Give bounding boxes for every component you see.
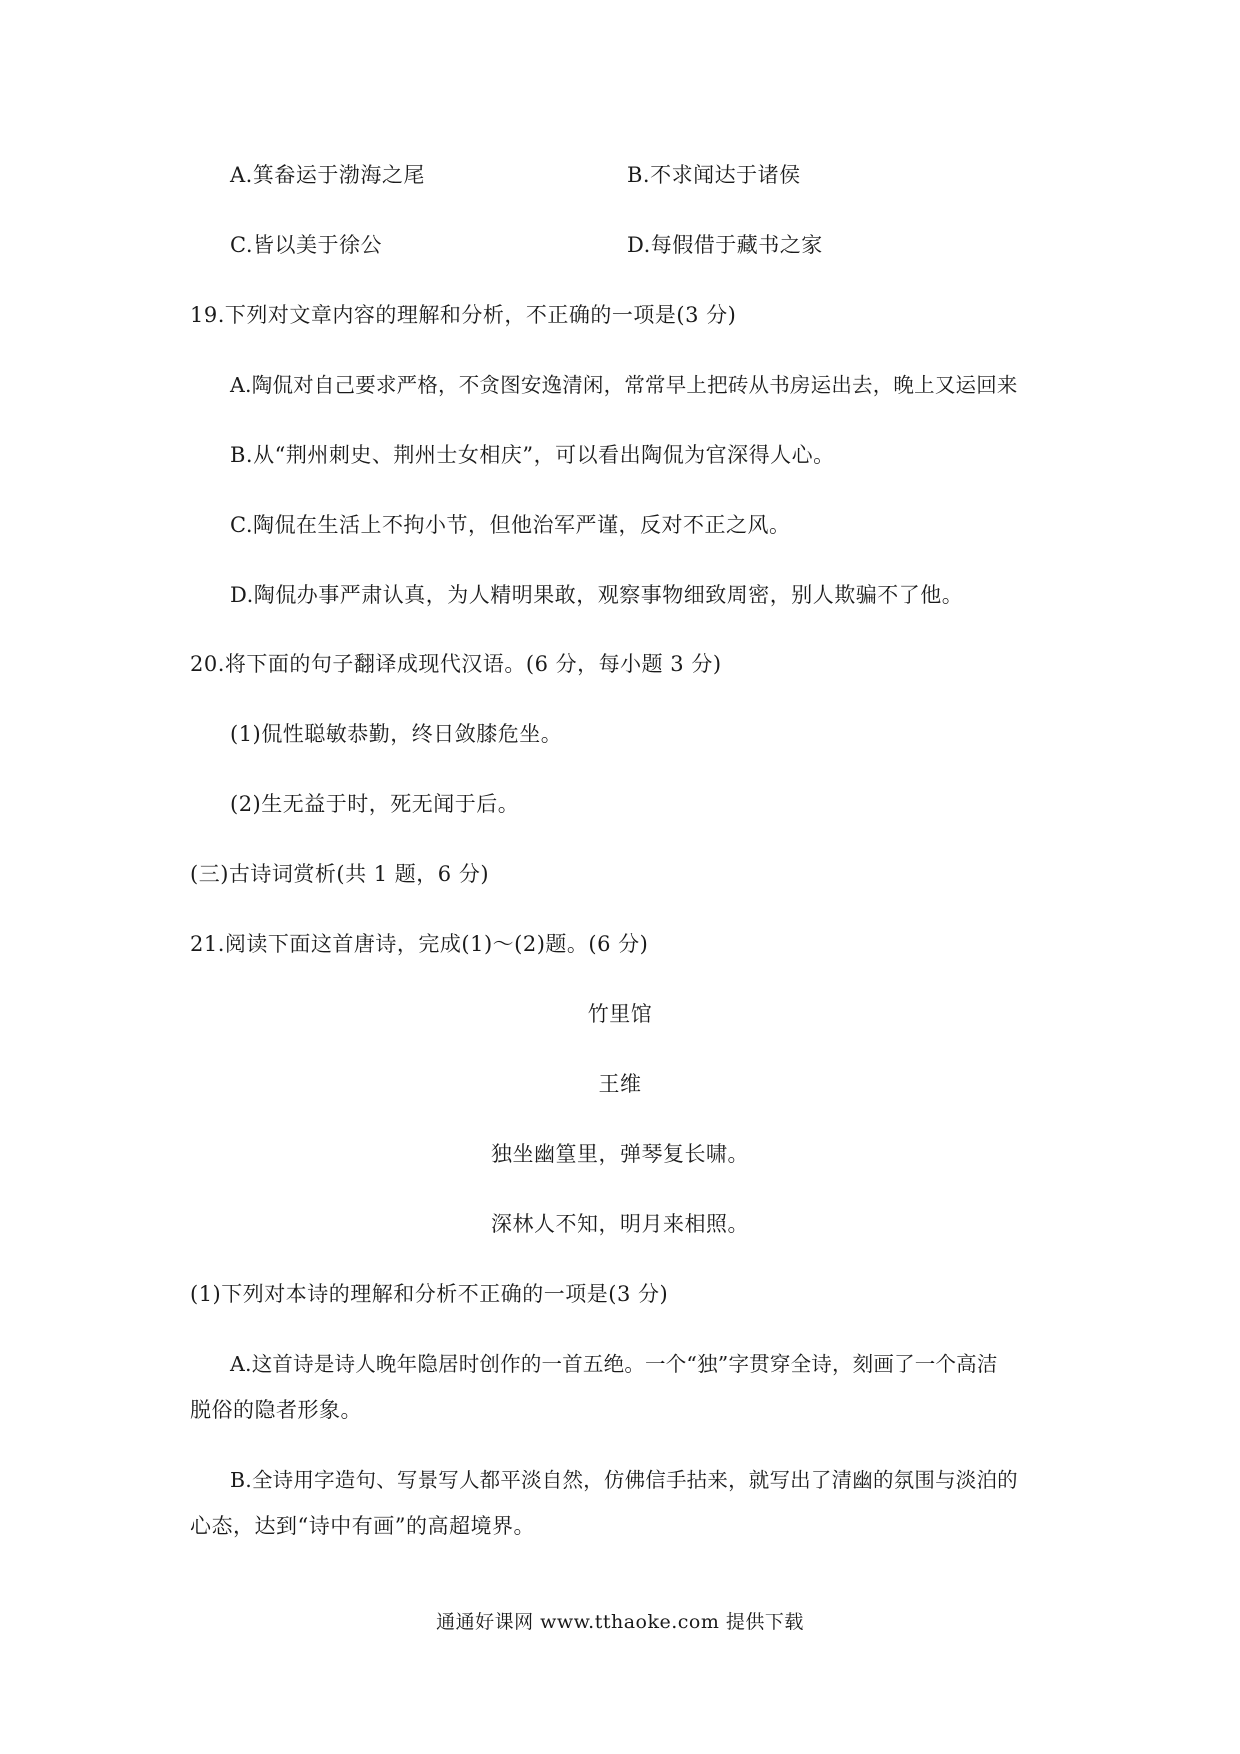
q19-option-a: A.陶侃对自己要求严格，不贪图安逸清闲，常常早上把砖从书房运出去，晚上又运回来 [230,373,1018,397]
q18-option-c: C.皆以美于徐公 [230,233,382,257]
q20-item-2: (2)生无益于时，死无闻于后。 [230,792,520,816]
q21-sub1-option-b-line1: B.全诗用字造句、写景写人都平淡自然，仿佛信手拈来，就写出了清幽的氛围与淡泊的 [230,1468,1018,1492]
q21-sub1-option-b-line2: 心态，达到“诗中有画”的高超境界。 [190,1514,535,1538]
q18-option-d: D.每假借于藏书之家 [627,233,823,257]
q20-stem: 20.将下面的句子翻译成现代汉语。(6 分，每小题 3 分) [190,652,722,676]
poem-title: 竹里馆 [587,1002,653,1026]
page-footer: 通通好课网 www.tthaoke.com 提供下载 [436,1611,804,1633]
q19-option-b: B.从“荆州刺史、荆州士女相庆”，可以看出陶侃为官深得人心。 [230,443,835,467]
q19-option-d: D.陶侃办事严肃认真，为人精明果敢，观察事物细致周密，别人欺骗不了他。 [230,583,964,607]
q21-sub1-option-a-line1: A.这首诗是诗人晚年隐居时创作的一首五绝。一个“独”字贯穿全诗，刻画了一个高洁 [230,1352,998,1376]
q18-option-b: B.不求闻达于诸侯 [627,163,801,187]
poem-line-2: 深林人不知，明月来相照。 [491,1212,749,1236]
q21-sub1-option-a-line2: 脱俗的隐者形象。 [190,1398,362,1422]
q21-sub1-stem: (1)下列对本诗的理解和分析不正确的一项是(3 分) [190,1282,669,1306]
q19-option-c: C.陶侃在生活上不拘小节，但他治军严谨，反对不正之风。 [230,513,791,537]
section3-heading: (三)古诗词赏析(共 1 题，6 分) [190,862,490,886]
q21-stem: 21.阅读下面这首唐诗，完成(1)～(2)题。(6 分) [190,932,649,956]
q18-option-a: A.箕畚运于渤海之尾 [230,163,425,187]
q20-item-1: (1)侃性聪敏恭勤，终日敛膝危坐。 [230,722,563,746]
q19-stem: 19.下列对文章内容的理解和分析，不正确的一项是(3 分) [190,303,737,327]
poem-line-1: 独坐幽篁里，弹琴复长啸。 [491,1142,749,1166]
poem-author: 王维 [598,1072,642,1096]
